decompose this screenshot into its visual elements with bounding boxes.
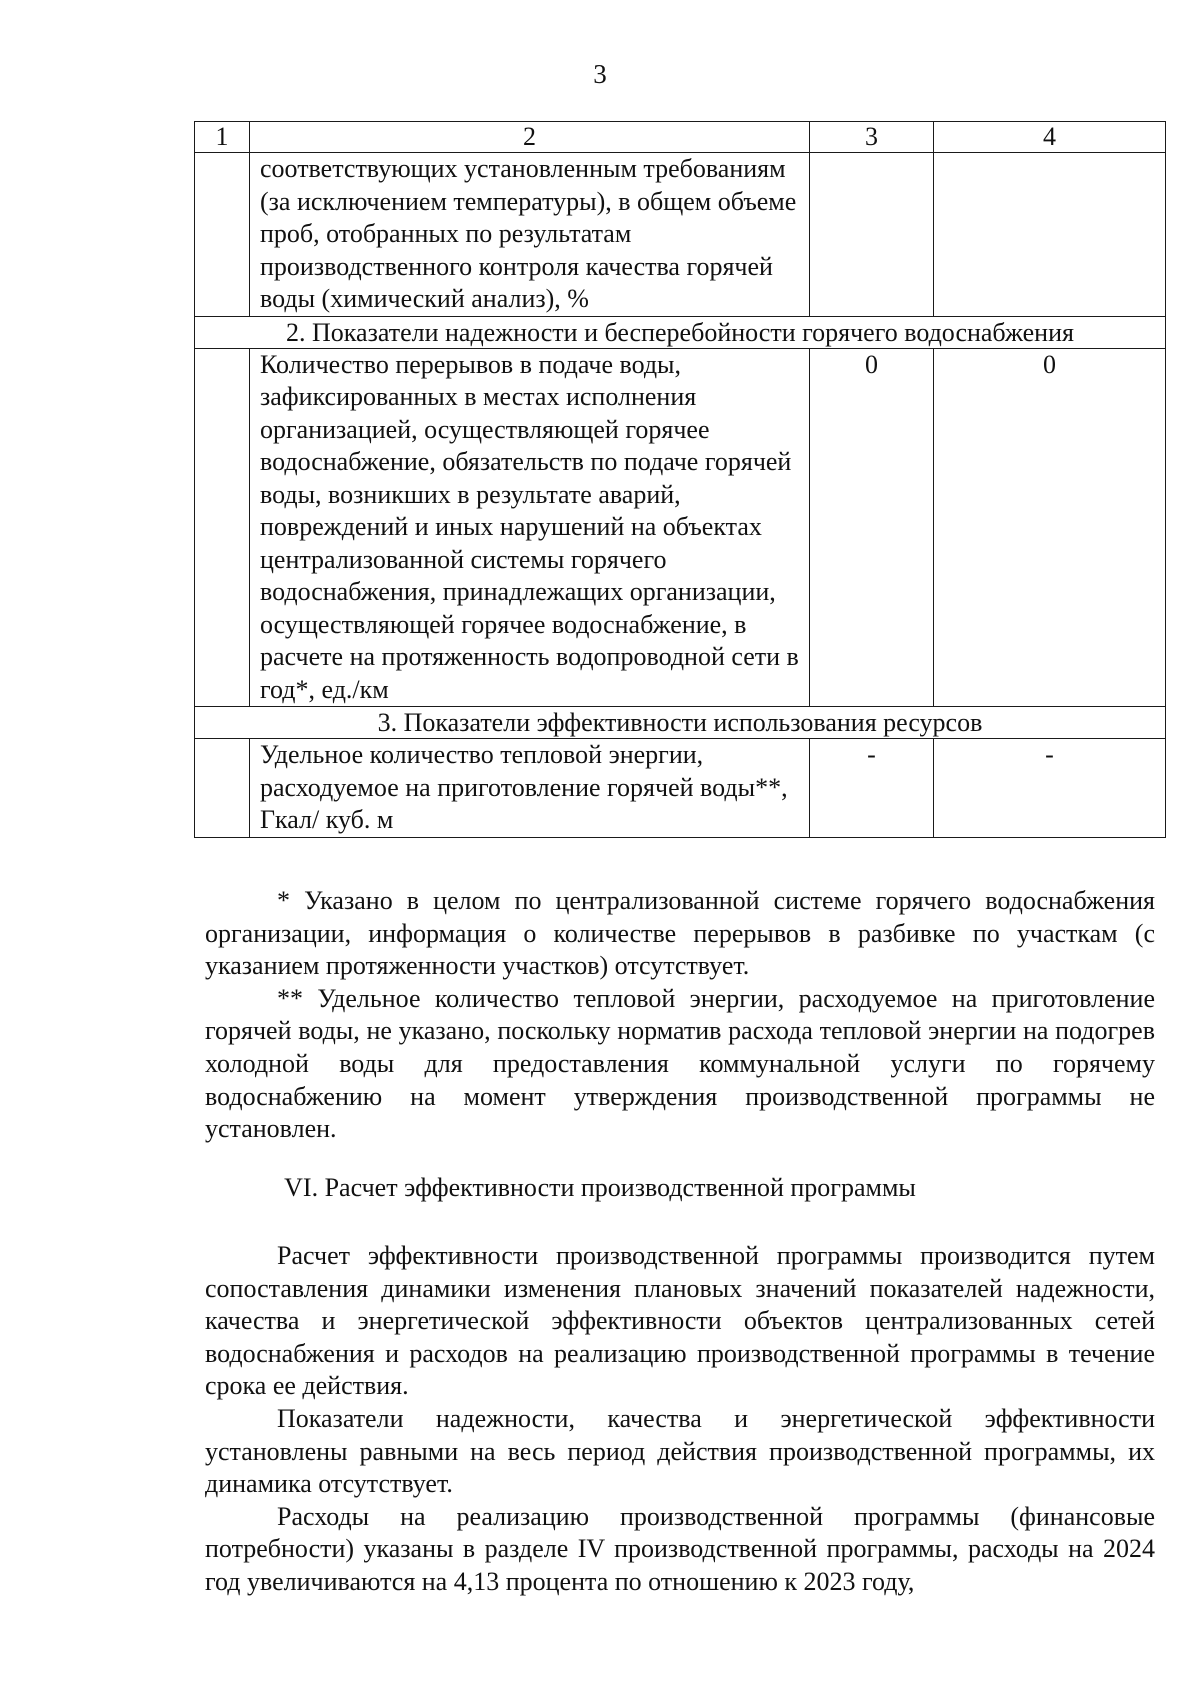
row-number-cell <box>195 739 250 838</box>
value-cell-col3: - <box>810 739 934 838</box>
value-cell-col4: - <box>934 739 1166 838</box>
section-title-reliability: 2. Показатели надежности и бесперебойности горячего водоснабжения <box>195 316 1166 348</box>
value-cell-col3 <box>810 153 934 317</box>
indicators-table <box>194 121 1166 838</box>
value-cell-col4: 0 <box>934 348 1166 707</box>
indicator-description: Количество перерывов в подаче воды, зафиксированных в местах исполнения организацией, осуществляющей горячее водоснабжение, обязательств по подаче горячей воды, возникших в результате аварий, повреждений и иных нарушений на объектах централизованной системы горячего водоснабжения, принадлежащих организации, осуществляющей горячее водоснабжение, в расчете на протяженность водопроводной сети в год*, ед./км <box>250 348 810 707</box>
indicator-description: Удельное количество тепловой энергии, расходуемое на приготовление горячей воды**, Гкал/ куб. м <box>250 739 810 838</box>
section-heading: VI. Расчет эффективности производственной программы <box>284 1173 916 1202</box>
header-cell-2: 2 <box>250 122 810 153</box>
indicator-description: соответствующих установленным требованиям (за исключением температуры), в общем объеме проб, отобранных по результатам производственного контроля качества горячей воды (химический анализ), % <box>250 153 810 317</box>
row-number-cell <box>195 348 250 707</box>
section-row-efficiency <box>195 707 1166 739</box>
page-number: 3 <box>593 59 607 89</box>
header-cell-4: 4 <box>934 122 1166 153</box>
footnotes <box>205 885 1155 1146</box>
header-cell-3: 3 <box>810 122 934 153</box>
table-row-reliability <box>195 348 1166 707</box>
section-title-efficiency: 3. Показатели эффективности использования ресурсов <box>195 707 1166 739</box>
paragraph-1: Расчет эффективности производственной программы производится путем сопоставления динамики изменения плановых значений показателей надежности, качества и энергетической эффективности объектов централизованных сетей водоснабжения и расходов на реализацию производственной программы в течение срока ее действия. <box>205 1241 1155 1401</box>
table-row-efficiency <box>195 739 1166 838</box>
section-row-reliability <box>195 316 1166 348</box>
table-header-row <box>195 122 1166 153</box>
paragraph-3: Расходы на реализацию производственной программы (финансовые потребности) указаны в разделе IV производственной программы, расходы на 2024 год увеличиваются на 4,13 процента по отношению к 2023 году, <box>205 1501 1155 1596</box>
row-number-cell <box>195 153 250 317</box>
table-row-continued <box>195 153 1166 317</box>
paragraph-2: Показатели надежности, качества и энергетической эффективности установлены равными на весь период действия производственной программы, их динамика отсутствует. <box>205 1403 1155 1499</box>
footnote-2: ** Удельное количество тепловой энергии, расходуемое на приготовление горячей воды, не указано, поскольку норматив расхода тепловой энергии на подогрев холодной воды для предоставления коммунальной услуги по горячему водоснабжению на момент утверждения производственной программы не установлен. <box>205 983 1155 1144</box>
footnote-1: * Указано в целом по централизованной системе горячего водоснабжения организации, информация о количестве перерывов в разбивке по участкам (с указанием протяженности участков) отсутствует. <box>205 886 1155 981</box>
section-body <box>205 1240 1155 1599</box>
header-cell-1: 1 <box>195 122 250 153</box>
value-cell-col3: 0 <box>810 348 934 707</box>
value-cell-col4 <box>934 153 1166 317</box>
